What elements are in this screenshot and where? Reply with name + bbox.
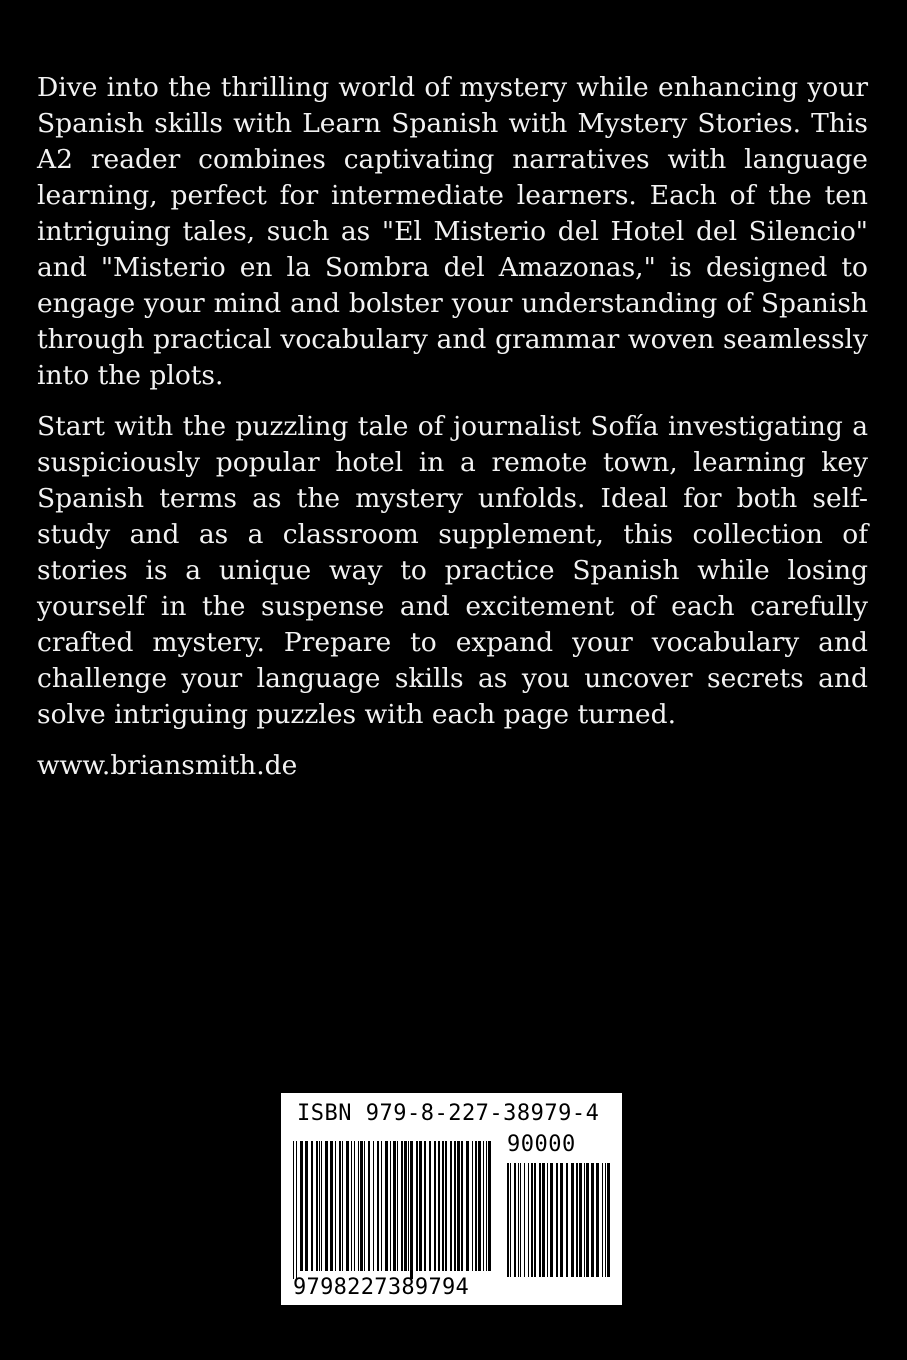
barcode-bar — [424, 1141, 426, 1271]
barcode-bar — [510, 1163, 511, 1277]
barcode-bar — [534, 1163, 536, 1277]
barcode-bar — [316, 1141, 318, 1271]
barcode-bar — [566, 1163, 568, 1277]
barcode-bar — [475, 1141, 477, 1271]
back-cover-description — [37, 70, 868, 799]
barcode-bar — [346, 1141, 349, 1271]
barcode-bar — [472, 1141, 473, 1271]
barcode-bar — [507, 1163, 509, 1277]
barcode-bar — [556, 1163, 558, 1277]
barcode-bar — [486, 1141, 487, 1271]
website-url[interactable]: www.briansmith.de — [37, 750, 298, 781]
barcode-bar — [305, 1141, 308, 1271]
barcode-bar — [520, 1163, 521, 1277]
barcode-bar — [450, 1141, 452, 1271]
barcode-bar — [547, 1163, 548, 1277]
barcode-bar — [442, 1141, 444, 1271]
barcode-bar — [404, 1141, 407, 1271]
barcode-bar — [354, 1141, 355, 1271]
barcode-bar — [466, 1141, 469, 1271]
barcode-bar — [596, 1163, 599, 1277]
barcode-bar — [429, 1141, 431, 1271]
barcode-bar — [576, 1163, 578, 1277]
barcode-bar — [410, 1141, 413, 1279]
barcode-bar — [381, 1141, 382, 1271]
barcode-bar — [571, 1163, 574, 1277]
barcode-bar — [330, 1141, 333, 1271]
barcode-bar — [351, 1141, 352, 1271]
barcode-bar — [293, 1141, 294, 1279]
barcode-bar — [339, 1141, 341, 1271]
description-paragraph-1: Dive into the thrilling world of mystery while enhancing your Spanish skills with Learn Spanish with Mystery Stories. This A2 reader combines captivating narratives with language learning, perfect for intermediate learners. Each of the ten intriguing tales, such as "El Misterio del Hotel del Silencio" and "Misterio en la Sombra del Amazonas," is designed to engage your mind and bolster your understanding of Spanish through practical vocabulary and grammar woven seamlessly into the plots. — [37, 72, 868, 391]
barcode-bar — [397, 1141, 398, 1271]
barcode-bar — [416, 1141, 418, 1271]
barcode-bar — [319, 1141, 320, 1271]
barcode-bar — [488, 1141, 491, 1271]
barcode-bar — [461, 1141, 463, 1271]
barcode-bar — [408, 1141, 409, 1271]
barcode-bar — [434, 1141, 436, 1271]
barcode-bar — [591, 1163, 594, 1277]
barcode-bar — [321, 1141, 322, 1271]
barcode-bar — [401, 1141, 403, 1271]
barcode-bar — [607, 1163, 610, 1277]
barcode-bar — [602, 1163, 603, 1277]
barcode-bar — [438, 1141, 440, 1271]
barcode-bar — [342, 1141, 343, 1271]
addon-barcode-bars — [507, 1163, 615, 1277]
barcode-bar — [373, 1141, 374, 1271]
barcode-bar — [419, 1141, 422, 1271]
barcode-bar — [605, 1163, 606, 1277]
barcode-bar — [524, 1163, 525, 1277]
barcode-bar — [454, 1141, 456, 1271]
barcode-bar — [325, 1141, 328, 1271]
barcode-bar — [514, 1163, 516, 1277]
barcode-bar — [445, 1141, 447, 1271]
barcode-bar — [560, 1163, 563, 1277]
barcode-bar — [542, 1163, 545, 1277]
barcode-bar — [311, 1141, 313, 1271]
barcode-bar — [300, 1141, 303, 1271]
barcode-bar — [528, 1163, 529, 1277]
barcode-bar — [296, 1141, 297, 1279]
barcode-bar — [360, 1141, 363, 1271]
price-addon-code: 90000 — [507, 1132, 576, 1157]
barcode-bar — [518, 1163, 519, 1277]
barcode-bar — [364, 1141, 365, 1271]
ean13-digits: 9798227389794 — [293, 1275, 470, 1300]
barcode-bar — [539, 1163, 541, 1277]
description-paragraph-2: Start with the puzzling tale of journalist Sofía investigating a suspiciously popular hotel in a remote town, learning key Spanish terms as the mystery unfolds. Ideal for both self-study and as a classroom supplement, this collection of stories is a unique way to practice Spanish while losing yourself in the suspense and excitement of each carefully crafted mystery. Prepare to expand your vocabulary and challenge your language skills as you uncover secrets and solve intriguing puzzles with each page turned. — [37, 411, 868, 730]
barcode-bar — [358, 1141, 359, 1271]
barcode-bar — [550, 1163, 553, 1277]
barcode-bar — [457, 1141, 460, 1271]
barcode-bar — [586, 1163, 589, 1277]
barcode-bar — [385, 1141, 388, 1271]
barcode-bar — [478, 1141, 481, 1271]
isbn-barcode — [281, 1093, 622, 1305]
barcode-bar — [584, 1163, 585, 1277]
barcode-bar — [390, 1141, 391, 1271]
isbn-label: ISBN 979-8-227-38979-4 — [297, 1101, 600, 1126]
barcode-bar — [531, 1163, 533, 1277]
barcode-bar — [368, 1141, 370, 1271]
barcode-bar — [335, 1141, 336, 1271]
ean13-barcode-bars — [293, 1141, 493, 1279]
barcode-bar — [377, 1141, 379, 1271]
barcode-bar — [483, 1141, 484, 1271]
barcode-bar — [393, 1141, 396, 1271]
barcode-bar — [579, 1163, 582, 1277]
